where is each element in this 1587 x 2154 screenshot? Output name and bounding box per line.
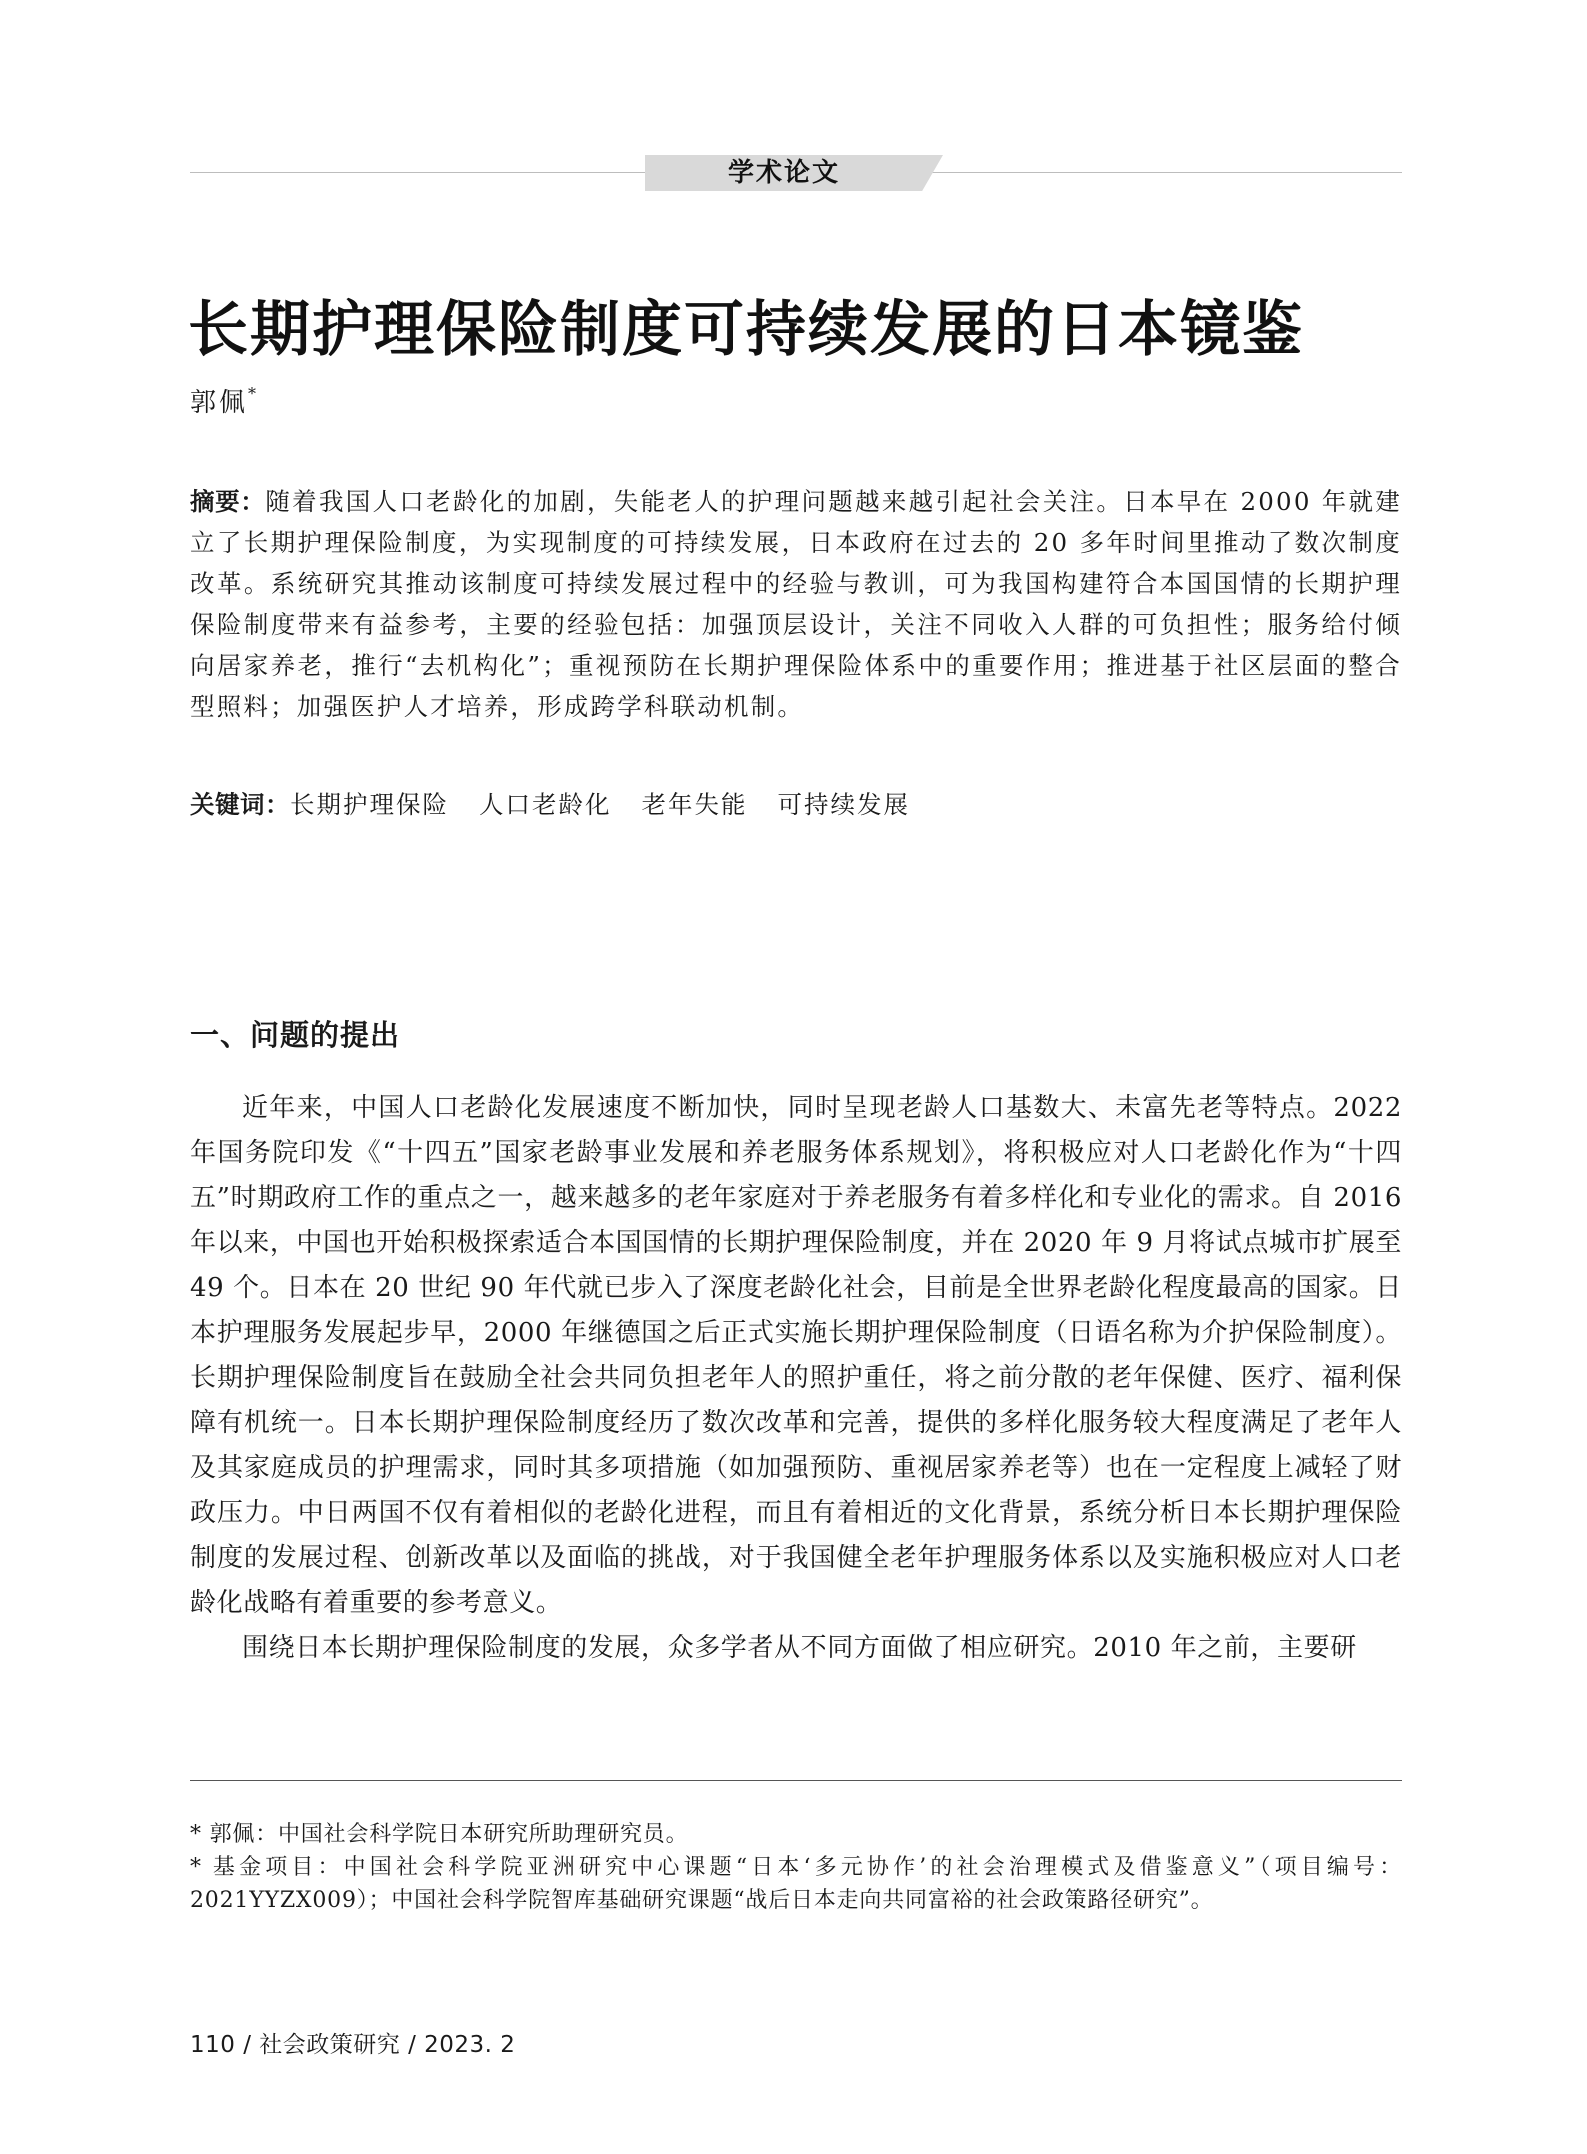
body-paragraph: 围绕日本长期护理保险制度的发展，众多学者从不同方面做了相应研究。2010 年之前，主要研: [242, 1633, 1357, 1663]
footnote: * 郭佩：中国社会科学院日本研究所助理研究员。: [190, 1822, 689, 1847]
abstract: [190, 481, 1402, 727]
abstract-label: 摘要：: [190, 487, 266, 516]
keywords-label: 关键词：: [190, 790, 290, 819]
keyword: 可持续发展: [777, 790, 910, 819]
footnote: * 基金项目：中国社会科学院亚洲研究中心课题“日本‘多元协作’的社会治理模式及借鉴意义”（项目编号：2021YYZX009）；中国社会科学院智库基础研究课题“战后日本走向共同富裕的社会政策路径研究”。: [190, 1855, 1402, 1913]
author-footnote-mark: *: [248, 384, 260, 403]
keyword: 老年失能: [641, 790, 748, 819]
section-heading: 一、问题的提出: [190, 1018, 401, 1052]
keyword: 长期护理保险: [290, 790, 449, 819]
section-label: 学术论文: [727, 158, 840, 188]
author-line: [190, 382, 259, 419]
abstract-text: 随着我国人口老龄化的加剧，失能老人的护理问题越来越引起社会关注。日本早在 2000 年就建立了长期护理保险制度，为实现制度的可持续发展，日本政府在过去的 20 多年时间里推动了数次制度改革。系统研究其推动该制度可持续发展过程中的经验与教训，可为我国构建符合本国国情的长期护理保险制度带来有益参考，主要的经验包括：加强顶层设计，关注不同收入人群的可负担性；服务给付倾向居家养老，推行“去机构化”；重视预防在长期护理保险体系中的重要作用；推进基于社区层面的整合型照料；加强医护人才培养，形成跨学科联动机制。: [190, 487, 1403, 721]
article-title: 长期护理保险制度可持续发展的日本镜鉴: [188, 295, 1304, 365]
keyword: 人口老龄化: [479, 790, 612, 819]
author-name: 郭佩: [190, 388, 249, 418]
body-paragraph: 近年来，中国人口老龄化发展速度不断加快，同时呈现老龄人口基数大、未富先老等特点。2022 年国务院印发《“十四五”国家老龄事业发展和养老服务体系规划》，将积极应对人口老龄化作为“十四五”时期政府工作的重点之一，越来越多的老年家庭对于养老服务有着多样化和专业化的需求。自 2016 年以来，中国也开始积极探索适合本国国情的长期护理保险制度，并在 2020 年 9 月将试点城市扩展至 49 个。日本在 20 世纪 90 年代就已步入了深度老龄化社会，目前是全世界老龄化程度最高的国家。日本护理服务发展起步早，2000 年继德国之后正式实施长期护理保险制度（日语名称为介护保险制度）。长期护理保险制度旨在鼓励全社会共同负担老年人的照护重任，将之前分散的老年保健、医疗、福利保障有机统一。日本长期护理保险制度经历了数次改革和完善，提供的多样化服务较大程度满足了老年人及其家庭成员的护理需求，同时其多项措施（如加强预防、重视居家养老等）也在一定程度上减轻了财政压力。中日两国不仅有着相似的老龄化进程，而且有着相近的文化背景，系统分析日本长期护理保险制度的发展过程、创新改革以及面临的挑战，对于我国健全老年护理服务体系以及实施积极应对人口老龄化战略有着重要的参考意义。: [190, 1093, 1402, 1618]
footnotes: [190, 1818, 1402, 1917]
body-text: [190, 1086, 1402, 1671]
page-footer: 110 / 社会政策研究 / 2023. 2: [190, 2032, 516, 2058]
footnote-rule: [190, 1780, 1402, 1781]
keywords: [190, 786, 940, 821]
